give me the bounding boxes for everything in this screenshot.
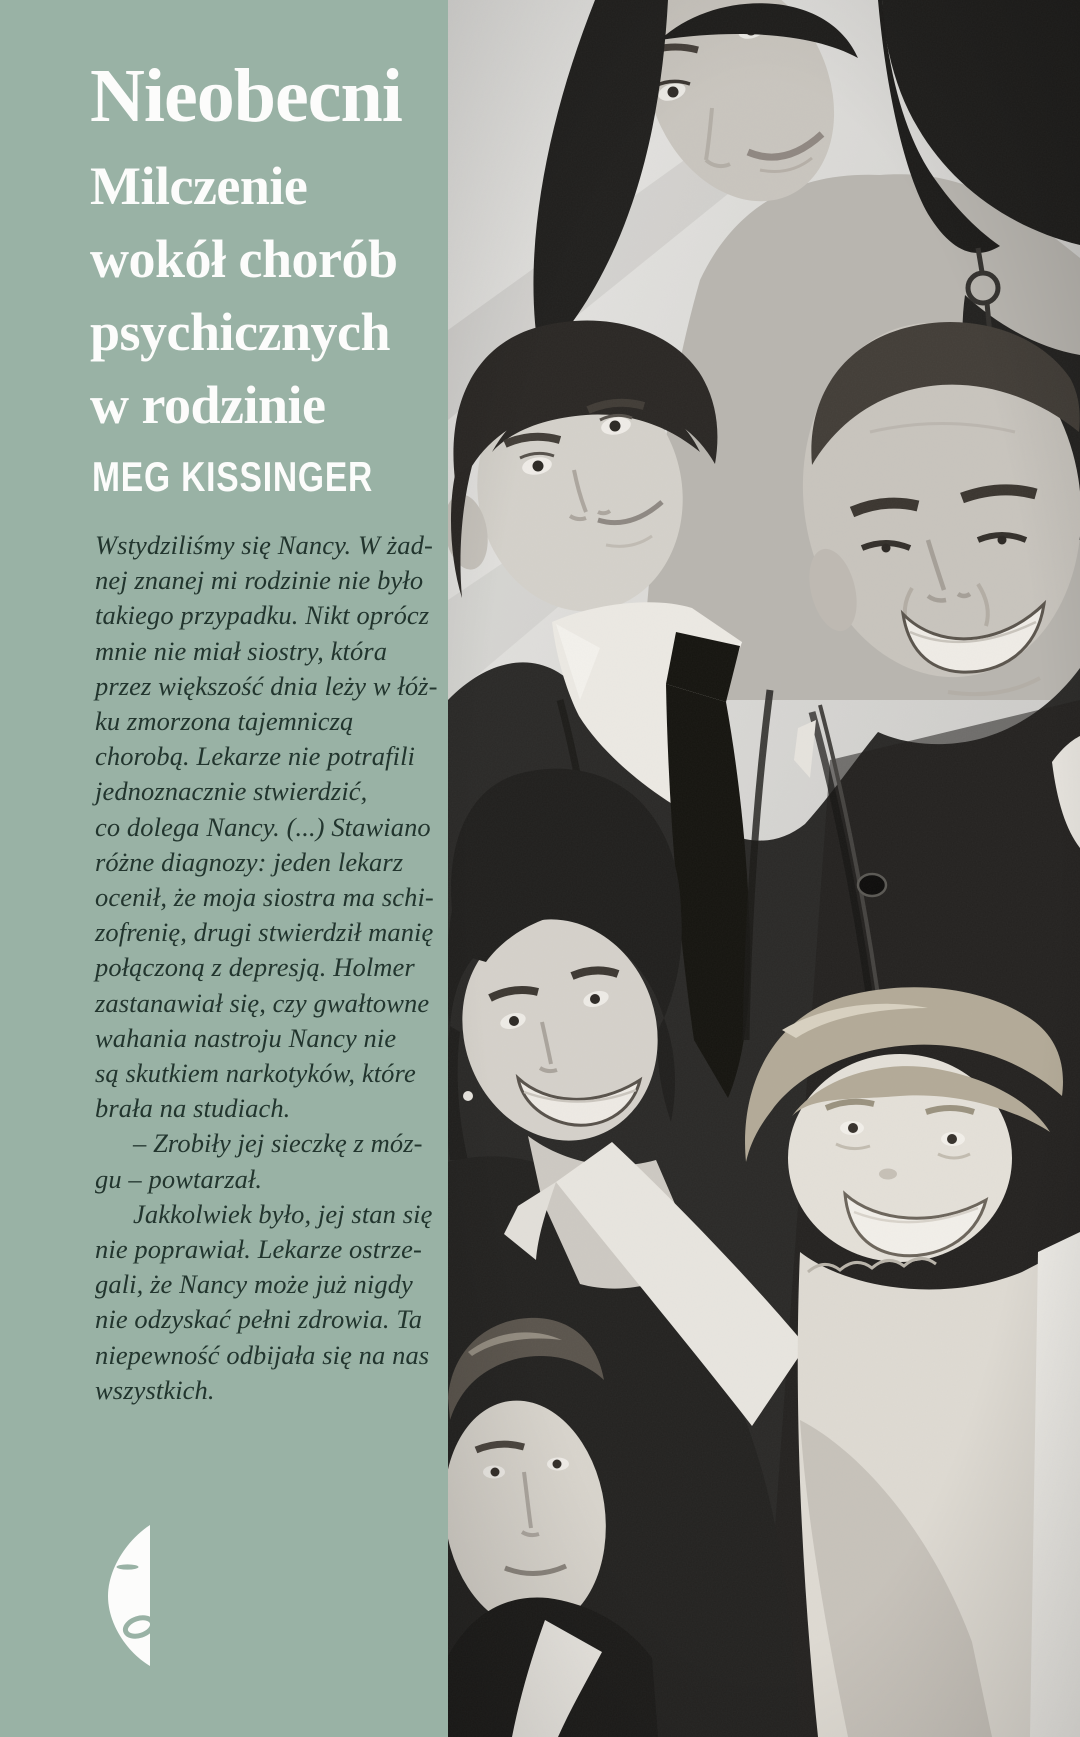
family-photo (448, 0, 1080, 1737)
quote-line: chorobą. Lekarze nie potrafili (95, 741, 415, 772)
book-title: Nieobecni (90, 54, 402, 138)
subtitle-line: Milczenie (90, 156, 308, 216)
quote-line: brała na studiach. (95, 1093, 291, 1124)
quote-line: nie odzyskać pełni zdrowia. Ta (95, 1304, 423, 1335)
quote-line: – Zrobiły jej sieczkę z móz- (133, 1128, 423, 1159)
quote-line: takiego przypadku. Nikt oprócz (95, 600, 430, 631)
quote-line: zofrenię, drugi stwierdził manię (95, 917, 434, 948)
quote-line: nie poprawiał. Lekarze ostrze- (95, 1234, 422, 1265)
quote-line: niepewność odbijała się na nas (95, 1339, 430, 1370)
quote-line: wszystkich. (95, 1374, 215, 1405)
subtitle-line: w rodzinie (90, 375, 326, 435)
subtitle-line: psychicznych (90, 302, 391, 362)
quote-line: zastanawiał się, czy gwałtowne (95, 987, 430, 1018)
cover-text-panel (0, 0, 448, 1737)
quote-line: połączoną z depresją. Holmer (95, 952, 415, 983)
quote-line: nej znanej mi rodzinie nie było (95, 565, 424, 596)
quote-line: ku zmorzona tajemniczą (95, 706, 354, 737)
quote-line: przez większość dnia leży w łóż- (95, 670, 438, 701)
quote-line: gu – powtarzał. (95, 1163, 263, 1194)
quote-line: Jakkolwiek było, jej stan się (133, 1198, 433, 1229)
author-name: MEG KISSINGER (92, 453, 374, 500)
quote-line: co dolega Nancy. (...) Stawiano (95, 811, 431, 842)
quote-line: wahania nastroju Nancy nie (95, 1022, 397, 1053)
vignette-overlay (448, 0, 1080, 1737)
publisher-logo-half-face-icon (100, 1523, 150, 1668)
quote-line: ocenił, że moja siostra ma schi- (95, 882, 434, 913)
quote-line: jednoznacznie stwierdzić, (95, 776, 368, 807)
quote-line: różne diagnozy: jeden lekarz (95, 846, 404, 877)
quote-line: Wstydziliśmy się Nancy. W żad- (95, 530, 433, 560)
quote-line: są skutkiem narkotyków, które (95, 1058, 416, 1089)
quote-line: mnie nie miał siostry, która (95, 635, 388, 666)
cover-quote (95, 528, 448, 1408)
subtitle-line: wokół chorób (90, 229, 398, 289)
book-subtitle (90, 150, 448, 442)
quote-line: gali, że Nancy może już nigdy (95, 1269, 413, 1300)
